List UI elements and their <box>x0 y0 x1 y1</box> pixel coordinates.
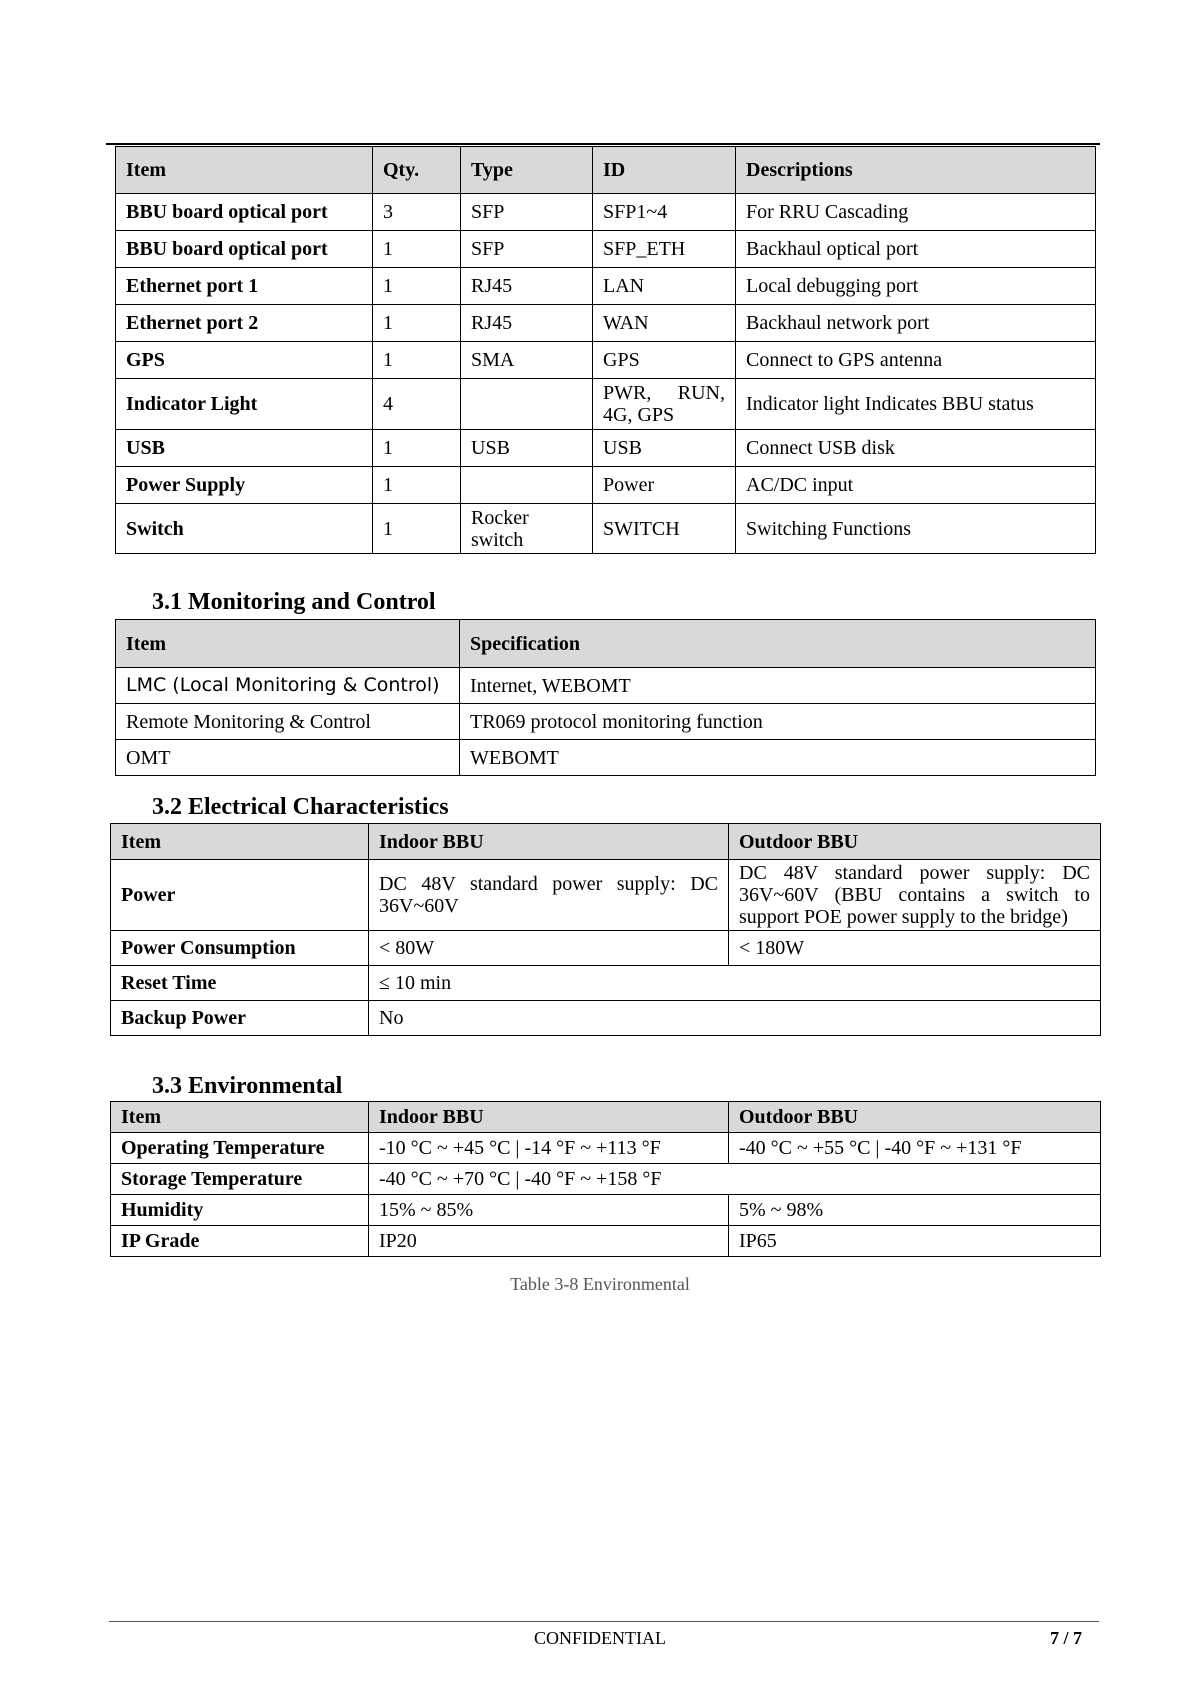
table-row <box>116 467 1096 504</box>
type-cell: SFP <box>461 231 593 268</box>
footer-confidential: CONFIDENTIAL <box>534 1628 666 1648</box>
qty-cell: 4 <box>373 379 461 430</box>
item-cell: Backup Power <box>111 1001 369 1036</box>
header-cell: Item <box>116 147 373 194</box>
description-cell: AC/DC input <box>736 467 1096 504</box>
section-heading-monitoring: 3.1 Monitoring and Control <box>152 589 436 615</box>
value-cell: No <box>369 1001 1101 1036</box>
type-cell: Rocker switch <box>461 504 593 554</box>
table-row <box>116 668 1096 704</box>
qty-cell: 1 <box>373 430 461 467</box>
item-cell: Remote Monitoring & Control <box>116 704 460 740</box>
monitoring-table <box>115 619 1096 776</box>
description-cell: Backhaul network port <box>736 305 1096 342</box>
item-cell: USB <box>116 430 373 467</box>
item-cell: IP Grade <box>111 1226 369 1257</box>
outdoor-cell: < 180W <box>729 931 1101 966</box>
table-row <box>116 704 1096 740</box>
description-cell: Indicator light Indicates BBU status <box>736 379 1096 430</box>
type-cell: RJ45 <box>461 268 593 305</box>
header-cell: Item <box>111 1102 369 1133</box>
description-cell: Backhaul optical port <box>736 231 1096 268</box>
electrical-table <box>110 823 1101 1036</box>
item-cell: Storage Temperature <box>111 1164 369 1195</box>
ports-table <box>115 146 1096 554</box>
description-cell: Switching Functions <box>736 504 1096 554</box>
item-cell: Power Supply <box>116 467 373 504</box>
table-row <box>111 1226 1101 1257</box>
header-cell: ID <box>593 147 736 194</box>
table-header-row <box>116 147 1096 194</box>
header-cell: Qty. <box>373 147 461 194</box>
qty-cell: 1 <box>373 231 461 268</box>
table-row <box>111 931 1101 966</box>
table-row <box>116 504 1096 554</box>
spec-cell: WEBOMT <box>460 740 1096 776</box>
environmental-table <box>110 1101 1101 1257</box>
table-row <box>116 231 1096 268</box>
table-row <box>111 1001 1101 1036</box>
description-cell: For RRU Cascading <box>736 194 1096 231</box>
footer-rule <box>109 1621 1099 1622</box>
table-header-row <box>111 1102 1101 1133</box>
table-caption: Table 3-8 Environmental <box>510 1274 690 1294</box>
table-row <box>116 305 1096 342</box>
top-rule <box>106 143 1100 145</box>
description-cell: Connect to GPS antenna <box>736 342 1096 379</box>
id-cell: GPS <box>593 342 736 379</box>
item-cell: Switch <box>116 504 373 554</box>
table-row <box>111 966 1101 1001</box>
section-heading-electrical: 3.2 Electrical Characteristics <box>152 794 449 820</box>
item-cell: BBU board optical port <box>116 231 373 268</box>
item-cell: BBU board optical port <box>116 194 373 231</box>
type-cell: USB <box>461 430 593 467</box>
item-cell: LMC (Local Monitoring & Control) <box>116 668 460 704</box>
indoor-cell: 15% ~ 85% <box>369 1195 729 1226</box>
table-row <box>111 860 1101 931</box>
qty-cell: 3 <box>373 194 461 231</box>
indoor-cell: DC 48V standard power supply: DC 36V~60V <box>369 860 729 931</box>
header-cell: Indoor BBU <box>369 824 729 860</box>
header-cell: Specification <box>460 620 1096 668</box>
table-row <box>116 194 1096 231</box>
item-cell: Power Consumption <box>111 931 369 966</box>
item-cell: Operating Temperature <box>111 1133 369 1164</box>
id-cell: PWR, RUN, 4G, GPS <box>593 379 736 430</box>
id-cell: Power <box>593 467 736 504</box>
header-cell: Indoor BBU <box>369 1102 729 1133</box>
header-cell: Item <box>111 824 369 860</box>
table-row <box>116 268 1096 305</box>
id-cell: USB <box>593 430 736 467</box>
outdoor-cell: DC 48V standard power supply: DC 36V~60V (BBU contains a switch to support POE power supply to the bridge) <box>729 860 1101 931</box>
id-cell: SFP_ETH <box>593 231 736 268</box>
item-cell: Ethernet port 2 <box>116 305 373 342</box>
item-cell: OMT <box>116 740 460 776</box>
value-cell: ≤ 10 min <box>369 966 1101 1001</box>
id-cell: SFP1~4 <box>593 194 736 231</box>
table-header-row <box>111 824 1101 860</box>
id-cell: WAN <box>593 305 736 342</box>
item-cell: GPS <box>116 342 373 379</box>
outdoor-cell: 5% ~ 98% <box>729 1195 1101 1226</box>
table-row <box>116 740 1096 776</box>
qty-cell: 1 <box>373 305 461 342</box>
header-cell: Type <box>461 147 593 194</box>
outdoor-cell: -40 °C ~ +55 °C | -40 °F ~ +131 °F <box>729 1133 1101 1164</box>
outdoor-cell: IP65 <box>729 1226 1101 1257</box>
table-header-row <box>116 620 1096 668</box>
header-cell: Outdoor BBU <box>729 1102 1101 1133</box>
item-cell: Power <box>111 860 369 931</box>
id-cell: SWITCH <box>593 504 736 554</box>
qty-cell: 1 <box>373 504 461 554</box>
item-cell: Reset Time <box>111 966 369 1001</box>
table-row <box>111 1195 1101 1226</box>
item-cell: Indicator Light <box>116 379 373 430</box>
type-cell: SMA <box>461 342 593 379</box>
table-row <box>116 379 1096 430</box>
header-cell: Item <box>116 620 460 668</box>
qty-cell: 1 <box>373 342 461 379</box>
table-row <box>111 1164 1101 1195</box>
indoor-cell: IP20 <box>369 1226 729 1257</box>
table-row <box>116 342 1096 379</box>
section-heading-environmental: 3.3 Environmental <box>152 1073 343 1099</box>
table-row <box>111 1133 1101 1164</box>
table-row <box>116 430 1096 467</box>
item-cell: Ethernet port 1 <box>116 268 373 305</box>
qty-cell: 1 <box>373 467 461 504</box>
header-cell: Outdoor BBU <box>729 824 1101 860</box>
type-cell <box>461 379 593 430</box>
description-cell: Connect USB disk <box>736 430 1096 467</box>
type-cell: RJ45 <box>461 305 593 342</box>
qty-cell: 1 <box>373 268 461 305</box>
value-cell: -40 °C ~ +70 °C | -40 °F ~ +158 °F <box>369 1164 1101 1195</box>
page-number: 7 / 7 <box>1050 1628 1083 1648</box>
id-cell: LAN <box>593 268 736 305</box>
type-cell: SFP <box>461 194 593 231</box>
description-cell: Local debugging port <box>736 268 1096 305</box>
item-cell: Humidity <box>111 1195 369 1226</box>
spec-cell: Internet, WEBOMT <box>460 668 1096 704</box>
type-cell <box>461 467 593 504</box>
indoor-cell: -10 °C ~ +45 °C | -14 °F ~ +113 °F <box>369 1133 729 1164</box>
header-cell: Descriptions <box>736 147 1096 194</box>
spec-cell: TR069 protocol monitoring function <box>460 704 1096 740</box>
indoor-cell: < 80W <box>369 931 729 966</box>
